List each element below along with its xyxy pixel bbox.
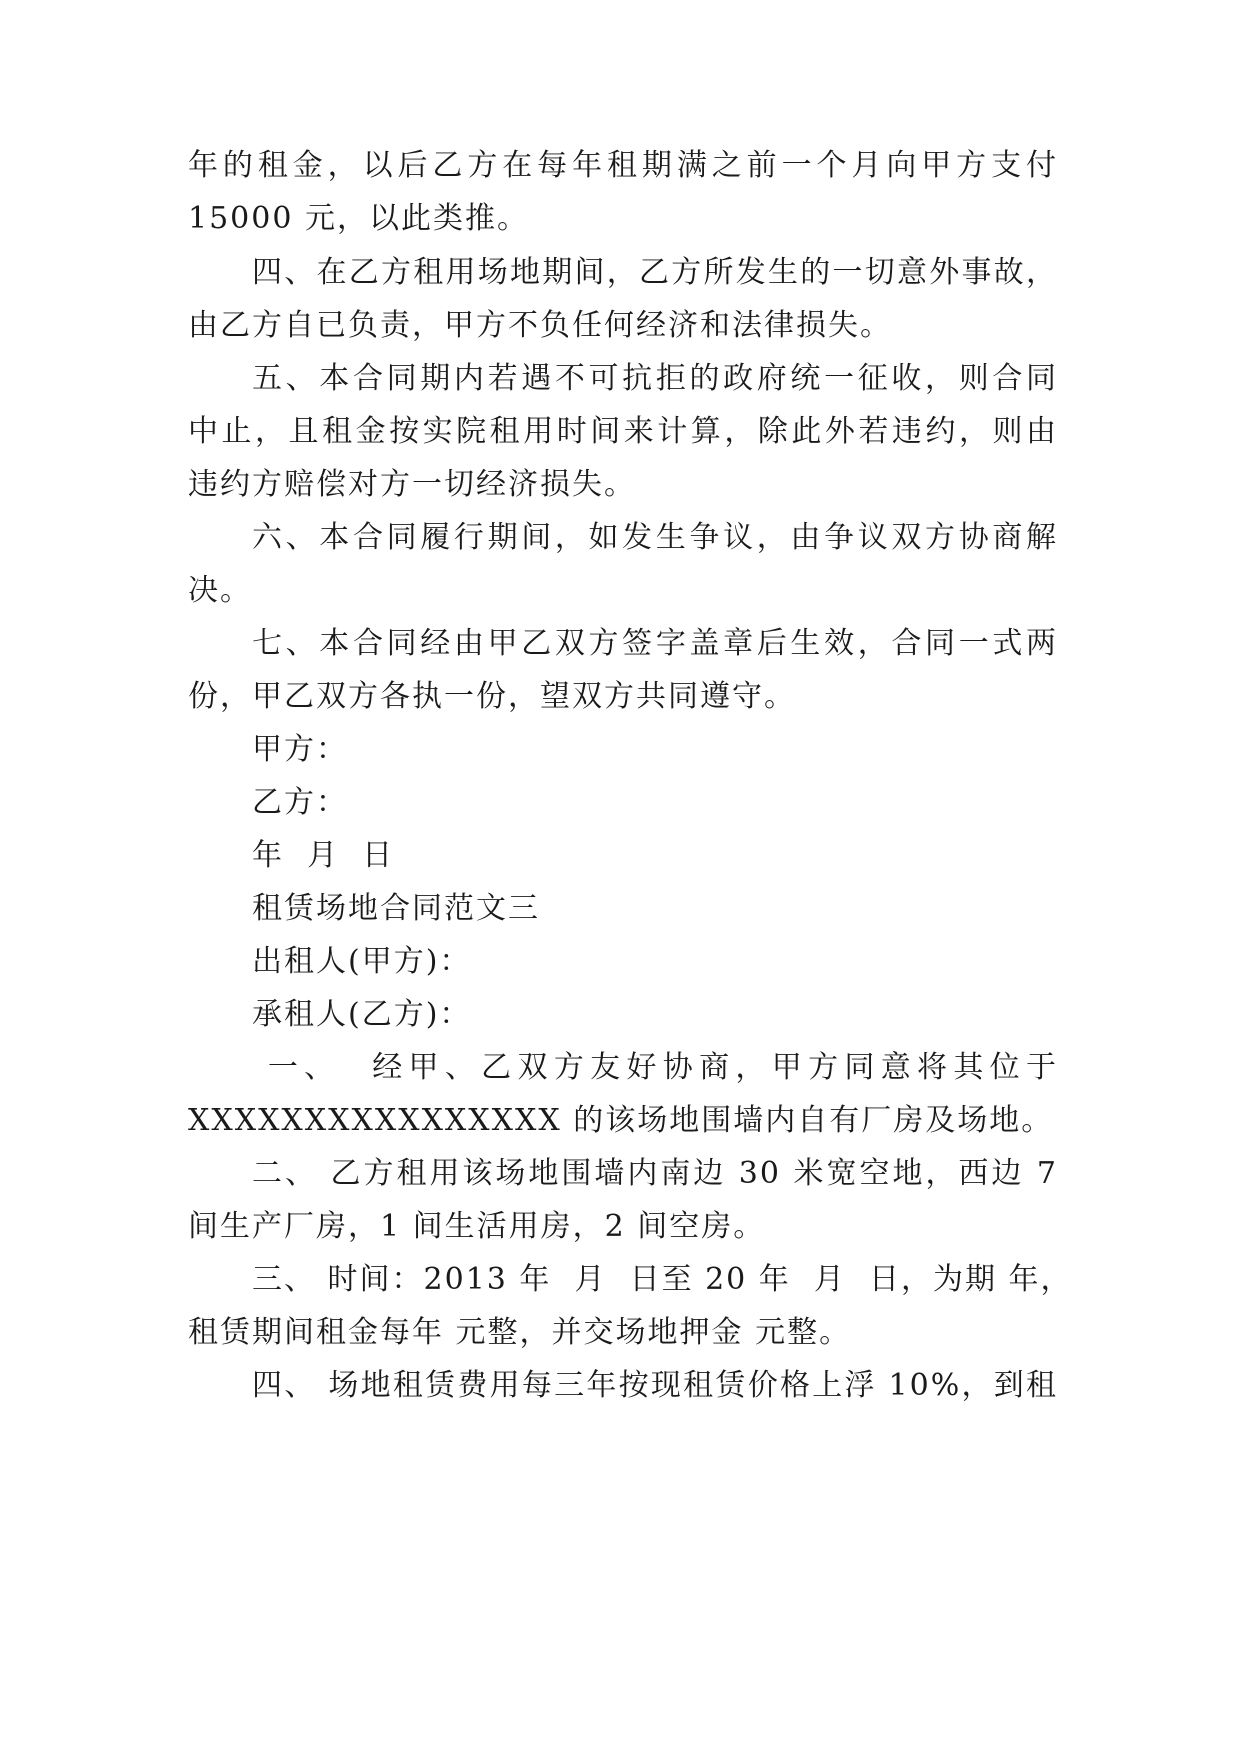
text-line: 违约方赔偿对方一切经济损失。 bbox=[188, 467, 636, 502]
paragraph-six: 六、本合同履行期间，如发生争议，由争议双方协商解 bbox=[252, 520, 1058, 555]
text-line: XXXXXXXXXXXXXXXX 的该场地围墙内自有厂房及场地。 bbox=[188, 1103, 1054, 1138]
text-line: 15000 元，以此类推。 bbox=[188, 201, 529, 236]
clause-three: 三、 时间：2013 年 月 日至 20 年 月 日，为期 年， bbox=[252, 1262, 1073, 1297]
text-line: 年的租金，以后乙方在每年租期满之前一个月向甲方支付 bbox=[188, 148, 1058, 183]
party-a-signature: 甲方： bbox=[252, 732, 348, 767]
text-line: 决。 bbox=[188, 573, 252, 608]
clause-two: 二、 乙方租用该场地围墙内南边 30 米宽空地，西边 7 bbox=[252, 1156, 1058, 1191]
party-b-signature: 乙方： bbox=[252, 785, 348, 820]
text-line: 间生产厂房，1 间生活用房，2 间空房。 bbox=[188, 1209, 766, 1244]
text-line: 中止，且租金按实院租用时间来计算，除此外若违约，则由 bbox=[188, 414, 1058, 449]
section-title: 租赁场地合同范文三 bbox=[252, 891, 540, 926]
date-line: 年 月 日 bbox=[252, 838, 395, 873]
paragraph-four: 四、在乙方租用场地期间，乙方所发生的一切意外事故， bbox=[252, 255, 1058, 290]
lessee-line: 承租人(乙方)： bbox=[252, 997, 472, 1032]
paragraph-seven: 七、本合同经由甲乙双方签字盖章后生效，合同一式两 bbox=[252, 626, 1058, 661]
lessor-line: 出租人(甲方)： bbox=[252, 944, 472, 979]
text-line: 份，甲乙双方各执一份，望双方共同遵守。 bbox=[188, 679, 796, 714]
text-line: 租赁期间租金每年 元整，并交场地押金 元整。 bbox=[188, 1315, 852, 1350]
paragraph-five: 五、本合同期内若遇不可抗拒的政府统一征收，则合同 bbox=[252, 361, 1058, 396]
clause-four: 四、 场地租赁费用每三年按现租赁价格上浮 10%，到租 bbox=[252, 1368, 1058, 1403]
clause-one: 一、 经甲、乙双方友好协商，甲方同意将其位于 bbox=[252, 1050, 1058, 1085]
text-line: 由乙方自已负责，甲方不负任何经济和法律损失。 bbox=[188, 308, 892, 343]
